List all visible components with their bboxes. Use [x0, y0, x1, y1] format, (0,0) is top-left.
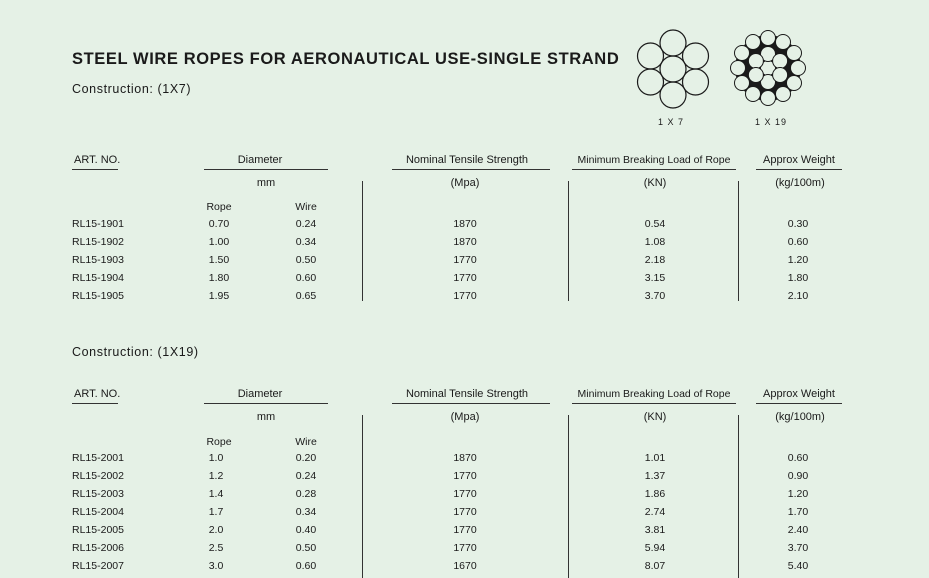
cell-breaking: 2.18 — [644, 254, 666, 266]
diagram-label-1x7: 1 X 7 — [657, 117, 685, 127]
cell-breaking: 3.70 — [644, 290, 666, 302]
cell-weight: 1.20 — [787, 254, 809, 266]
cell-tensile: 1770 — [453, 254, 477, 266]
cell-breaking: 1.08 — [644, 236, 666, 248]
cell-weight: 5.40 — [787, 560, 809, 572]
cell-art-no: RL15-2002 — [72, 470, 124, 482]
unit-breaking: (KN) — [643, 177, 667, 189]
cell-wire: 0.24 — [295, 470, 317, 482]
cell-rope: 1.7 — [208, 506, 224, 518]
unit-diameter: mm — [256, 411, 276, 423]
header-art-no: ART. NO. — [74, 154, 121, 166]
header-diameter: Diameter — [237, 154, 283, 166]
cell-art-no: RL15-1902 — [72, 236, 124, 248]
subheader-wire: Wire — [295, 201, 317, 213]
cell-breaking: 2.74 — [644, 506, 666, 518]
cell-weight: 0.60 — [787, 452, 809, 464]
cell-tensile: 1770 — [453, 470, 477, 482]
cell-breaking: 3.81 — [644, 524, 666, 536]
header-art-no: ART. NO. — [74, 388, 121, 400]
cell-tensile: 1670 — [453, 560, 477, 572]
cell-rope: 1.50 — [208, 254, 230, 266]
cell-weight: 1.80 — [787, 272, 809, 284]
1x19-cross-section-icon — [726, 26, 810, 110]
cell-tensile: 1770 — [453, 542, 477, 554]
cell-weight: 0.60 — [787, 236, 809, 248]
cell-tensile: 1870 — [453, 236, 477, 248]
header-weight: Approx Weight — [763, 388, 835, 400]
cell-art-no: RL15-1903 — [72, 254, 124, 266]
cell-art-no: RL15-1904 — [72, 272, 124, 284]
page-title: STEEL WIRE ROPES FOR AERONAUTICAL USE-SINGLE STRAND — [72, 50, 620, 68]
unit-weight: (kg/100m) — [775, 177, 825, 189]
cell-breaking: 0.54 — [644, 218, 666, 230]
cell-wire: 0.34 — [295, 506, 317, 518]
cell-wire: 0.60 — [295, 560, 317, 572]
cell-tensile: 1770 — [453, 524, 477, 536]
cell-art-no: RL15-2001 — [72, 452, 124, 464]
header-tensile: Nominal Tensile Strength — [405, 154, 529, 166]
subheader-wire: Wire — [295, 436, 317, 448]
cell-rope: 2.5 — [208, 542, 224, 554]
cell-weight: 2.10 — [787, 290, 809, 302]
cell-weight: 1.20 — [787, 488, 809, 500]
cell-tensile: 1770 — [453, 488, 477, 500]
cell-rope: 1.80 — [208, 272, 230, 284]
cell-rope: 0.70 — [208, 218, 230, 230]
cell-breaking: 5.94 — [644, 542, 666, 554]
cell-wire: 0.34 — [295, 236, 317, 248]
1x7-cross-section-icon — [632, 28, 714, 110]
cell-rope: 3.0 — [208, 560, 224, 572]
header-tensile: Nominal Tensile Strength — [405, 388, 529, 400]
cell-wire: 0.20 — [295, 452, 317, 464]
cell-art-no: RL15-1905 — [72, 290, 124, 302]
cell-art-no: RL15-2003 — [72, 488, 124, 500]
subheader-rope: Rope — [206, 201, 232, 213]
cell-wire: 0.50 — [295, 254, 317, 266]
cell-art-no: RL15-2004 — [72, 506, 124, 518]
cell-breaking: 1.37 — [644, 470, 666, 482]
cell-wire: 0.24 — [295, 218, 317, 230]
unit-tensile: (Mpa) — [450, 411, 480, 423]
header-diameter: Diameter — [237, 388, 283, 400]
cell-tensile: 1870 — [453, 218, 477, 230]
unit-tensile: (Mpa) — [450, 177, 480, 189]
cell-weight: 0.90 — [787, 470, 809, 482]
cell-weight: 0.30 — [787, 218, 809, 230]
cell-art-no: RL15-2007 — [72, 560, 124, 572]
cell-tensile: 1770 — [453, 272, 477, 284]
diagram-label-1x19: 1 X 19 — [754, 117, 788, 127]
cell-rope: 2.0 — [208, 524, 224, 536]
cell-art-no: RL15-1901 — [72, 218, 124, 230]
cell-wire: 0.28 — [295, 488, 317, 500]
cell-art-no: RL15-2006 — [72, 542, 124, 554]
header-breaking: Minimum Breaking Load of Rope — [577, 388, 731, 400]
cell-rope: 1.4 — [208, 488, 224, 500]
construction-label: Construction: (1X19) — [72, 345, 199, 359]
cell-weight: 2.40 — [787, 524, 809, 536]
unit-weight: (kg/100m) — [775, 411, 825, 423]
unit-breaking: (KN) — [643, 411, 667, 423]
subheader-rope: Rope — [206, 436, 232, 448]
cell-art-no: RL15-2005 — [72, 524, 124, 536]
cell-breaking: 1.01 — [644, 452, 666, 464]
header-breaking: Minimum Breaking Load of Rope — [577, 154, 731, 166]
cell-rope: 1.0 — [208, 452, 224, 464]
cell-wire: 0.40 — [295, 524, 317, 536]
cell-weight: 3.70 — [787, 542, 809, 554]
cell-breaking: 3.15 — [644, 272, 666, 284]
cell-rope: 1.95 — [208, 290, 230, 302]
cell-tensile: 1770 — [453, 290, 477, 302]
cell-wire: 0.60 — [295, 272, 317, 284]
construction-label: Construction: (1X7) — [72, 82, 192, 96]
cell-rope: 1.00 — [208, 236, 230, 248]
cell-tensile: 1770 — [453, 506, 477, 518]
cell-weight: 1.70 — [787, 506, 809, 518]
cell-rope: 1.2 — [208, 470, 224, 482]
cell-breaking: 8.07 — [644, 560, 666, 572]
unit-diameter: mm — [256, 177, 276, 189]
cell-wire: 0.65 — [295, 290, 317, 302]
header-weight: Approx Weight — [763, 154, 835, 166]
cell-tensile: 1870 — [453, 452, 477, 464]
cell-breaking: 1.86 — [644, 488, 666, 500]
cell-wire: 0.50 — [295, 542, 317, 554]
